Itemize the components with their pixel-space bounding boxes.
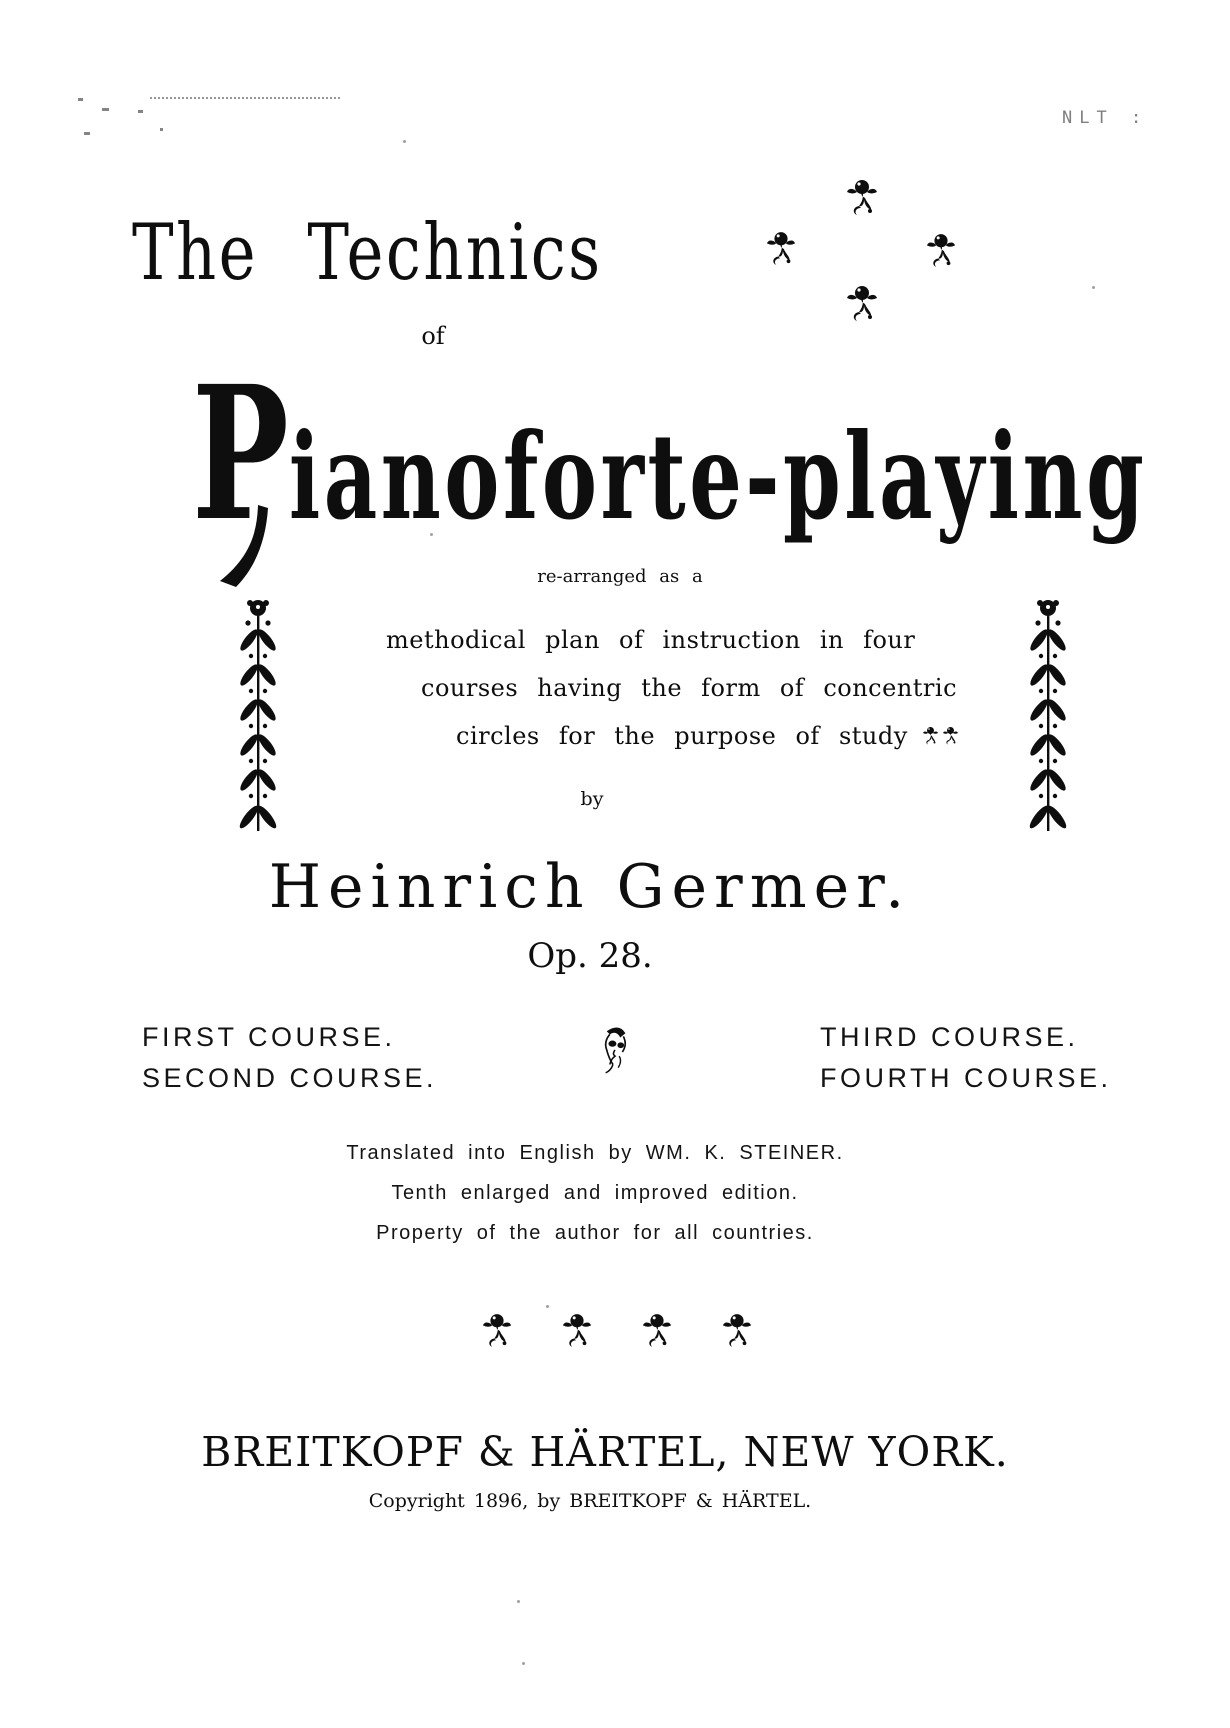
scan-smudge-specks: [76, 94, 196, 139]
subtitle-line-3-text: circles for the purpose of study: [456, 722, 908, 750]
bottom-fleuron-row: [482, 1312, 752, 1350]
rose-fleuron-icon: [642, 1312, 672, 1350]
edition-line-edition: Tenth enlarged and improved edition.: [391, 1182, 799, 1204]
scan-speck: [517, 1600, 520, 1603]
subtitle-rearranged: re-arranged as a: [537, 566, 703, 587]
title-connector-of: of: [421, 322, 445, 350]
rose-fleuron-icon: [482, 1312, 512, 1350]
scan-speck: [1092, 286, 1095, 289]
edition-block: [0, 1142, 1190, 1262]
rose-fleuron-icon: [846, 284, 878, 324]
main-title-rest: ianoforte-playing: [288, 407, 1148, 546]
scan-corner-mark: NLT :: [1062, 108, 1149, 128]
copyright-line: Copyright 1896, by BREITKOPF & HÄRTEL.: [368, 1490, 812, 1512]
author-name: Heinrich Germer.: [268, 852, 912, 922]
scan-speck: [546, 1305, 549, 1308]
subtitle-line-2: courses having the form of concentric: [421, 674, 958, 702]
course-fourth: FOURTH COURSE.: [820, 1063, 1112, 1093]
opus-number: Op. 28.: [527, 936, 653, 976]
rose-fleuron-icon: [722, 1312, 752, 1350]
scan-speck: [522, 1662, 525, 1665]
rose-dingbat-icon: [922, 726, 939, 746]
rose-fleuron-icon: [562, 1312, 592, 1350]
rose-fleuron-icon: [846, 178, 878, 218]
rose-fleuron-icon: [766, 230, 796, 268]
edition-line-translator: Translated into English by WM. K. STEINER.: [346, 1142, 844, 1164]
page-title: The Technics: [132, 208, 603, 298]
rose-dingbat-icon: [942, 726, 959, 746]
byline: by: [580, 788, 604, 810]
scan-speck: [403, 140, 406, 143]
subtitle-line-3: [456, 722, 959, 750]
main-title-initial: P: [192, 346, 289, 562]
course-third: THIRD COURSE.: [820, 1022, 1079, 1052]
study-dingbats: [922, 726, 959, 746]
grotesque-mask-icon: [598, 1026, 630, 1078]
edition-line-property: Property of the author for all countries.: [376, 1222, 814, 1244]
subtitle-line-1: methodical plan of instruction in four: [386, 626, 916, 654]
course-first: FIRST COURSE.: [142, 1022, 396, 1052]
publisher-imprint: BREITKOPF & HÄRTEL, NEW YORK.: [201, 1428, 1009, 1476]
rose-fleuron-icon: [926, 232, 956, 270]
course-second: SECOND COURSE.: [142, 1063, 438, 1093]
main-title: [192, 346, 1148, 562]
